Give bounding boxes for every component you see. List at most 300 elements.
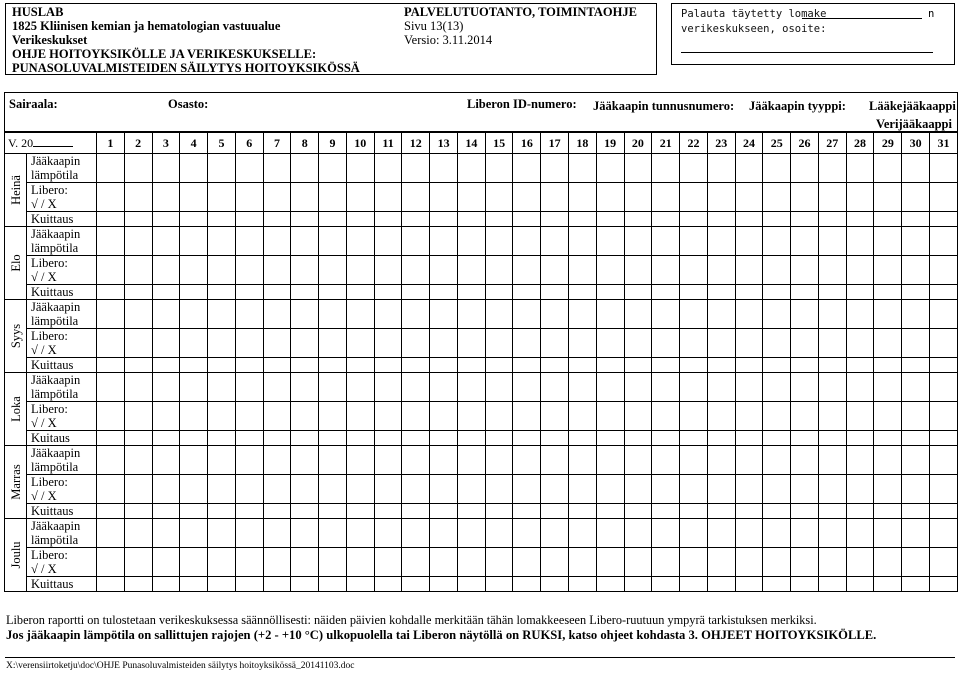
entry-cell[interactable] xyxy=(430,548,458,577)
entry-cell[interactable] xyxy=(818,504,846,519)
entry-cell[interactable] xyxy=(97,300,125,329)
entry-cell[interactable] xyxy=(569,431,597,446)
entry-cell[interactable] xyxy=(374,212,402,227)
entry-cell[interactable] xyxy=(346,373,374,402)
entry-cell[interactable] xyxy=(291,285,319,300)
entry-cell[interactable] xyxy=(846,431,874,446)
entry-cell[interactable] xyxy=(763,154,791,183)
entry-cell[interactable] xyxy=(346,285,374,300)
entry-cell[interactable] xyxy=(208,154,236,183)
entry-cell[interactable] xyxy=(235,402,263,431)
entry-cell[interactable] xyxy=(235,431,263,446)
entry-cell[interactable] xyxy=(541,212,569,227)
entry-cell[interactable] xyxy=(152,212,180,227)
entry-cell[interactable] xyxy=(596,475,624,504)
entry-cell[interactable] xyxy=(680,475,708,504)
entry-cell[interactable] xyxy=(513,402,541,431)
entry-cell[interactable] xyxy=(735,402,763,431)
entry-cell[interactable] xyxy=(818,548,846,577)
entry-cell[interactable] xyxy=(346,475,374,504)
entry-cell[interactable] xyxy=(569,285,597,300)
entry-cell[interactable] xyxy=(235,475,263,504)
entry-cell[interactable] xyxy=(402,183,430,212)
entry-cell[interactable] xyxy=(624,373,652,402)
entry-cell[interactable] xyxy=(818,402,846,431)
entry-cell[interactable] xyxy=(457,256,485,285)
entry-cell[interactable] xyxy=(569,256,597,285)
entry-cell[interactable] xyxy=(735,475,763,504)
entry-cell[interactable] xyxy=(180,212,208,227)
entry-cell[interactable] xyxy=(763,300,791,329)
entry-cell[interactable] xyxy=(569,212,597,227)
entry-cell[interactable] xyxy=(374,373,402,402)
entry-cell[interactable] xyxy=(485,183,513,212)
entry-cell[interactable] xyxy=(291,358,319,373)
entry-cell[interactable] xyxy=(569,358,597,373)
entry-cell[interactable] xyxy=(235,577,263,592)
entry-cell[interactable] xyxy=(818,227,846,256)
entry-cell[interactable] xyxy=(763,431,791,446)
entry-cell[interactable] xyxy=(652,373,680,402)
entry-cell[interactable] xyxy=(846,256,874,285)
entry-cell[interactable] xyxy=(624,358,652,373)
entry-cell[interactable] xyxy=(152,285,180,300)
entry-cell[interactable] xyxy=(735,504,763,519)
entry-cell[interactable] xyxy=(485,475,513,504)
entry-cell[interactable] xyxy=(513,548,541,577)
entry-cell[interactable] xyxy=(319,402,347,431)
entry-cell[interactable] xyxy=(541,519,569,548)
entry-cell[interactable] xyxy=(402,519,430,548)
entry-cell[interactable] xyxy=(929,285,957,300)
entry-cell[interactable] xyxy=(152,373,180,402)
entry-cell[interactable] xyxy=(291,373,319,402)
entry-cell[interactable] xyxy=(763,183,791,212)
entry-cell[interactable] xyxy=(263,373,291,402)
entry-cell[interactable] xyxy=(735,358,763,373)
entry-cell[interactable] xyxy=(707,475,735,504)
entry-cell[interactable] xyxy=(902,183,930,212)
entry-cell[interactable] xyxy=(874,227,902,256)
entry-cell[interactable] xyxy=(569,373,597,402)
entry-cell[interactable] xyxy=(430,373,458,402)
entry-cell[interactable] xyxy=(346,300,374,329)
entry-cell[interactable] xyxy=(707,285,735,300)
entry-cell[interactable] xyxy=(291,212,319,227)
entry-cell[interactable] xyxy=(929,519,957,548)
entry-cell[interactable] xyxy=(457,373,485,402)
entry-cell[interactable] xyxy=(541,373,569,402)
entry-cell[interactable] xyxy=(319,577,347,592)
entry-cell[interactable] xyxy=(624,475,652,504)
entry-cell[interactable] xyxy=(624,504,652,519)
entry-cell[interactable] xyxy=(735,256,763,285)
entry-cell[interactable] xyxy=(235,329,263,358)
entry-cell[interactable] xyxy=(624,446,652,475)
entry-cell[interactable] xyxy=(374,285,402,300)
entry-cell[interactable] xyxy=(485,402,513,431)
entry-cell[interactable] xyxy=(152,504,180,519)
entry-cell[interactable] xyxy=(846,475,874,504)
entry-cell[interactable] xyxy=(374,577,402,592)
entry-cell[interactable] xyxy=(291,446,319,475)
entry-cell[interactable] xyxy=(208,402,236,431)
entry-cell[interactable] xyxy=(180,285,208,300)
entry-cell[interactable] xyxy=(513,300,541,329)
entry-cell[interactable] xyxy=(152,431,180,446)
entry-cell[interactable] xyxy=(929,446,957,475)
entry-cell[interactable] xyxy=(319,358,347,373)
entry-cell[interactable] xyxy=(291,183,319,212)
entry-cell[interactable] xyxy=(485,431,513,446)
entry-cell[interactable] xyxy=(541,446,569,475)
entry-cell[interactable] xyxy=(569,402,597,431)
entry-cell[interactable] xyxy=(485,358,513,373)
entry-cell[interactable] xyxy=(513,446,541,475)
entry-cell[interactable] xyxy=(680,300,708,329)
entry-cell[interactable] xyxy=(430,577,458,592)
entry-cell[interactable] xyxy=(263,475,291,504)
entry-cell[interactable] xyxy=(430,183,458,212)
entry-cell[interactable] xyxy=(97,431,125,446)
entry-cell[interactable] xyxy=(791,577,819,592)
entry-cell[interactable] xyxy=(208,577,236,592)
entry-cell[interactable] xyxy=(374,183,402,212)
entry-cell[interactable] xyxy=(929,402,957,431)
entry-cell[interactable] xyxy=(319,548,347,577)
entry-cell[interactable] xyxy=(180,475,208,504)
entry-cell[interactable] xyxy=(374,402,402,431)
entry-cell[interactable] xyxy=(97,519,125,548)
entry-cell[interactable] xyxy=(596,519,624,548)
entry-cell[interactable] xyxy=(152,329,180,358)
entry-cell[interactable] xyxy=(735,446,763,475)
entry-cell[interactable] xyxy=(735,431,763,446)
entry-cell[interactable] xyxy=(485,577,513,592)
entry-cell[interactable] xyxy=(457,475,485,504)
entry-cell[interactable] xyxy=(124,256,152,285)
entry-cell[interactable] xyxy=(596,358,624,373)
entry-cell[interactable] xyxy=(624,212,652,227)
entry-cell[interactable] xyxy=(680,548,708,577)
entry-cell[interactable] xyxy=(791,285,819,300)
entry-cell[interactable] xyxy=(763,475,791,504)
entry-cell[interactable] xyxy=(818,212,846,227)
entry-cell[interactable] xyxy=(513,373,541,402)
entry-cell[interactable] xyxy=(457,285,485,300)
entry-cell[interactable] xyxy=(624,519,652,548)
entry-cell[interactable] xyxy=(374,431,402,446)
entry-cell[interactable] xyxy=(596,504,624,519)
entry-cell[interactable] xyxy=(541,256,569,285)
entry-cell[interactable] xyxy=(846,285,874,300)
entry-cell[interactable] xyxy=(596,154,624,183)
entry-cell[interactable] xyxy=(541,577,569,592)
entry-cell[interactable] xyxy=(707,402,735,431)
entry-cell[interactable] xyxy=(235,227,263,256)
entry-cell[interactable] xyxy=(541,300,569,329)
entry-cell[interactable] xyxy=(596,329,624,358)
entry-cell[interactable] xyxy=(541,548,569,577)
entry-cell[interactable] xyxy=(707,431,735,446)
entry-cell[interactable] xyxy=(263,256,291,285)
entry-cell[interactable] xyxy=(680,227,708,256)
entry-cell[interactable] xyxy=(818,446,846,475)
entry-cell[interactable] xyxy=(735,300,763,329)
entry-cell[interactable] xyxy=(374,548,402,577)
entry-cell[interactable] xyxy=(902,227,930,256)
entry-cell[interactable] xyxy=(569,548,597,577)
entry-cell[interactable] xyxy=(291,256,319,285)
entry-cell[interactable] xyxy=(235,548,263,577)
entry-cell[interactable] xyxy=(818,577,846,592)
entry-cell[interactable] xyxy=(235,358,263,373)
entry-cell[interactable] xyxy=(152,519,180,548)
entry-cell[interactable] xyxy=(319,300,347,329)
entry-cell[interactable] xyxy=(763,227,791,256)
entry-cell[interactable] xyxy=(402,329,430,358)
entry-cell[interactable] xyxy=(791,212,819,227)
entry-cell[interactable] xyxy=(652,154,680,183)
entry-cell[interactable] xyxy=(180,548,208,577)
entry-cell[interactable] xyxy=(263,504,291,519)
entry-cell[interactable] xyxy=(124,475,152,504)
entry-cell[interactable] xyxy=(235,256,263,285)
entry-cell[interactable] xyxy=(707,300,735,329)
entry-cell[interactable] xyxy=(652,256,680,285)
entry-cell[interactable] xyxy=(763,504,791,519)
entry-cell[interactable] xyxy=(818,431,846,446)
entry-cell[interactable] xyxy=(874,285,902,300)
entry-cell[interactable] xyxy=(929,154,957,183)
entry-cell[interactable] xyxy=(430,446,458,475)
entry-cell[interactable] xyxy=(97,227,125,256)
entry-cell[interactable] xyxy=(402,154,430,183)
entry-cell[interactable] xyxy=(652,519,680,548)
entry-cell[interactable] xyxy=(374,475,402,504)
entry-cell[interactable] xyxy=(374,329,402,358)
entry-cell[interactable] xyxy=(818,154,846,183)
entry-cell[interactable] xyxy=(902,358,930,373)
entry-cell[interactable] xyxy=(374,256,402,285)
entry-cell[interactable] xyxy=(652,227,680,256)
entry-cell[interactable] xyxy=(541,431,569,446)
entry-cell[interactable] xyxy=(208,256,236,285)
entry-cell[interactable] xyxy=(652,504,680,519)
entry-cell[interactable] xyxy=(818,183,846,212)
entry-cell[interactable] xyxy=(569,329,597,358)
entry-cell[interactable] xyxy=(263,183,291,212)
entry-cell[interactable] xyxy=(707,358,735,373)
entry-cell[interactable] xyxy=(513,256,541,285)
entry-cell[interactable] xyxy=(541,329,569,358)
entry-cell[interactable] xyxy=(402,446,430,475)
entry-cell[interactable] xyxy=(707,227,735,256)
entry-cell[interactable] xyxy=(929,431,957,446)
entry-cell[interactable] xyxy=(680,519,708,548)
entry-cell[interactable] xyxy=(97,504,125,519)
entry-cell[interactable] xyxy=(430,285,458,300)
entry-cell[interactable] xyxy=(902,154,930,183)
entry-cell[interactable] xyxy=(763,329,791,358)
entry-cell[interactable] xyxy=(263,300,291,329)
entry-cell[interactable] xyxy=(152,475,180,504)
entry-cell[interactable] xyxy=(596,548,624,577)
entry-cell[interactable] xyxy=(541,154,569,183)
entry-cell[interactable] xyxy=(596,300,624,329)
entry-cell[interactable] xyxy=(124,154,152,183)
entry-cell[interactable] xyxy=(97,402,125,431)
entry-cell[interactable] xyxy=(763,446,791,475)
entry-cell[interactable] xyxy=(902,446,930,475)
entry-cell[interactable] xyxy=(402,548,430,577)
entry-cell[interactable] xyxy=(263,329,291,358)
entry-cell[interactable] xyxy=(624,548,652,577)
entry-cell[interactable] xyxy=(541,358,569,373)
entry-cell[interactable] xyxy=(485,227,513,256)
entry-cell[interactable] xyxy=(124,212,152,227)
entry-cell[interactable] xyxy=(430,212,458,227)
entry-cell[interactable] xyxy=(208,300,236,329)
entry-cell[interactable] xyxy=(485,154,513,183)
entry-cell[interactable] xyxy=(513,285,541,300)
entry-cell[interactable] xyxy=(457,446,485,475)
entry-cell[interactable] xyxy=(346,446,374,475)
entry-cell[interactable] xyxy=(846,329,874,358)
entry-cell[interactable] xyxy=(430,519,458,548)
entry-cell[interactable] xyxy=(596,256,624,285)
entry-cell[interactable] xyxy=(763,212,791,227)
entry-cell[interactable] xyxy=(791,300,819,329)
entry-cell[interactable] xyxy=(97,154,125,183)
entry-cell[interactable] xyxy=(430,256,458,285)
entry-cell[interactable] xyxy=(818,256,846,285)
entry-cell[interactable] xyxy=(319,475,347,504)
entry-cell[interactable] xyxy=(902,519,930,548)
entry-cell[interactable] xyxy=(791,373,819,402)
entry-cell[interactable] xyxy=(208,446,236,475)
entry-cell[interactable] xyxy=(235,519,263,548)
entry-cell[interactable] xyxy=(929,504,957,519)
entry-cell[interactable] xyxy=(430,329,458,358)
entry-cell[interactable] xyxy=(430,154,458,183)
entry-cell[interactable] xyxy=(457,154,485,183)
entry-cell[interactable] xyxy=(846,548,874,577)
entry-cell[interactable] xyxy=(707,504,735,519)
entry-cell[interactable] xyxy=(402,256,430,285)
entry-cell[interactable] xyxy=(124,329,152,358)
entry-cell[interactable] xyxy=(97,358,125,373)
entry-cell[interactable] xyxy=(402,227,430,256)
entry-cell[interactable] xyxy=(624,577,652,592)
entry-cell[interactable] xyxy=(208,475,236,504)
entry-cell[interactable] xyxy=(929,329,957,358)
entry-cell[interactable] xyxy=(402,285,430,300)
entry-cell[interactable] xyxy=(319,212,347,227)
entry-cell[interactable] xyxy=(680,154,708,183)
entry-cell[interactable] xyxy=(402,212,430,227)
entry-cell[interactable] xyxy=(680,285,708,300)
entry-cell[interactable] xyxy=(902,504,930,519)
entry-cell[interactable] xyxy=(152,227,180,256)
entry-cell[interactable] xyxy=(152,358,180,373)
entry-cell[interactable] xyxy=(97,212,125,227)
entry-cell[interactable] xyxy=(457,548,485,577)
entry-cell[interactable] xyxy=(291,329,319,358)
entry-cell[interactable] xyxy=(541,504,569,519)
entry-cell[interactable] xyxy=(707,446,735,475)
entry-cell[interactable] xyxy=(791,329,819,358)
entry-cell[interactable] xyxy=(763,577,791,592)
entry-cell[interactable] xyxy=(97,285,125,300)
entry-cell[interactable] xyxy=(596,183,624,212)
entry-cell[interactable] xyxy=(180,329,208,358)
entry-cell[interactable] xyxy=(652,329,680,358)
entry-cell[interactable] xyxy=(180,577,208,592)
entry-cell[interactable] xyxy=(569,183,597,212)
entry-cell[interactable] xyxy=(513,183,541,212)
entry-cell[interactable] xyxy=(180,358,208,373)
entry-cell[interactable] xyxy=(846,519,874,548)
entry-cell[interactable] xyxy=(485,329,513,358)
entry-cell[interactable] xyxy=(180,154,208,183)
entry-cell[interactable] xyxy=(624,300,652,329)
entry-cell[interactable] xyxy=(846,358,874,373)
entry-cell[interactable] xyxy=(569,577,597,592)
entry-cell[interactable] xyxy=(291,227,319,256)
entry-cell[interactable] xyxy=(346,577,374,592)
entry-cell[interactable] xyxy=(735,154,763,183)
entry-cell[interactable] xyxy=(291,504,319,519)
entry-cell[interactable] xyxy=(291,577,319,592)
entry-cell[interactable] xyxy=(319,183,347,212)
entry-cell[interactable] xyxy=(402,504,430,519)
entry-cell[interactable] xyxy=(846,183,874,212)
entry-cell[interactable] xyxy=(346,358,374,373)
entry-cell[interactable] xyxy=(97,446,125,475)
entry-cell[interactable] xyxy=(763,402,791,431)
entry-cell[interactable] xyxy=(707,373,735,402)
entry-cell[interactable] xyxy=(124,227,152,256)
entry-cell[interactable] xyxy=(902,373,930,402)
entry-cell[interactable] xyxy=(374,446,402,475)
entry-cell[interactable] xyxy=(263,358,291,373)
entry-cell[interactable] xyxy=(569,227,597,256)
entry-cell[interactable] xyxy=(680,577,708,592)
entry-cell[interactable] xyxy=(152,183,180,212)
entry-cell[interactable] xyxy=(457,300,485,329)
entry-cell[interactable] xyxy=(624,402,652,431)
entry-cell[interactable] xyxy=(735,548,763,577)
entry-cell[interactable] xyxy=(818,300,846,329)
entry-cell[interactable] xyxy=(208,285,236,300)
entry-cell[interactable] xyxy=(374,358,402,373)
entry-cell[interactable] xyxy=(735,227,763,256)
entry-cell[interactable] xyxy=(485,212,513,227)
entry-cell[interactable] xyxy=(735,373,763,402)
entry-cell[interactable] xyxy=(929,300,957,329)
entry-cell[interactable] xyxy=(346,519,374,548)
entry-cell[interactable] xyxy=(152,300,180,329)
entry-cell[interactable] xyxy=(624,183,652,212)
entry-cell[interactable] xyxy=(457,577,485,592)
entry-cell[interactable] xyxy=(346,431,374,446)
entry-cell[interactable] xyxy=(485,548,513,577)
entry-cell[interactable] xyxy=(430,227,458,256)
entry-cell[interactable] xyxy=(208,358,236,373)
entry-cell[interactable] xyxy=(707,183,735,212)
entry-cell[interactable] xyxy=(791,256,819,285)
